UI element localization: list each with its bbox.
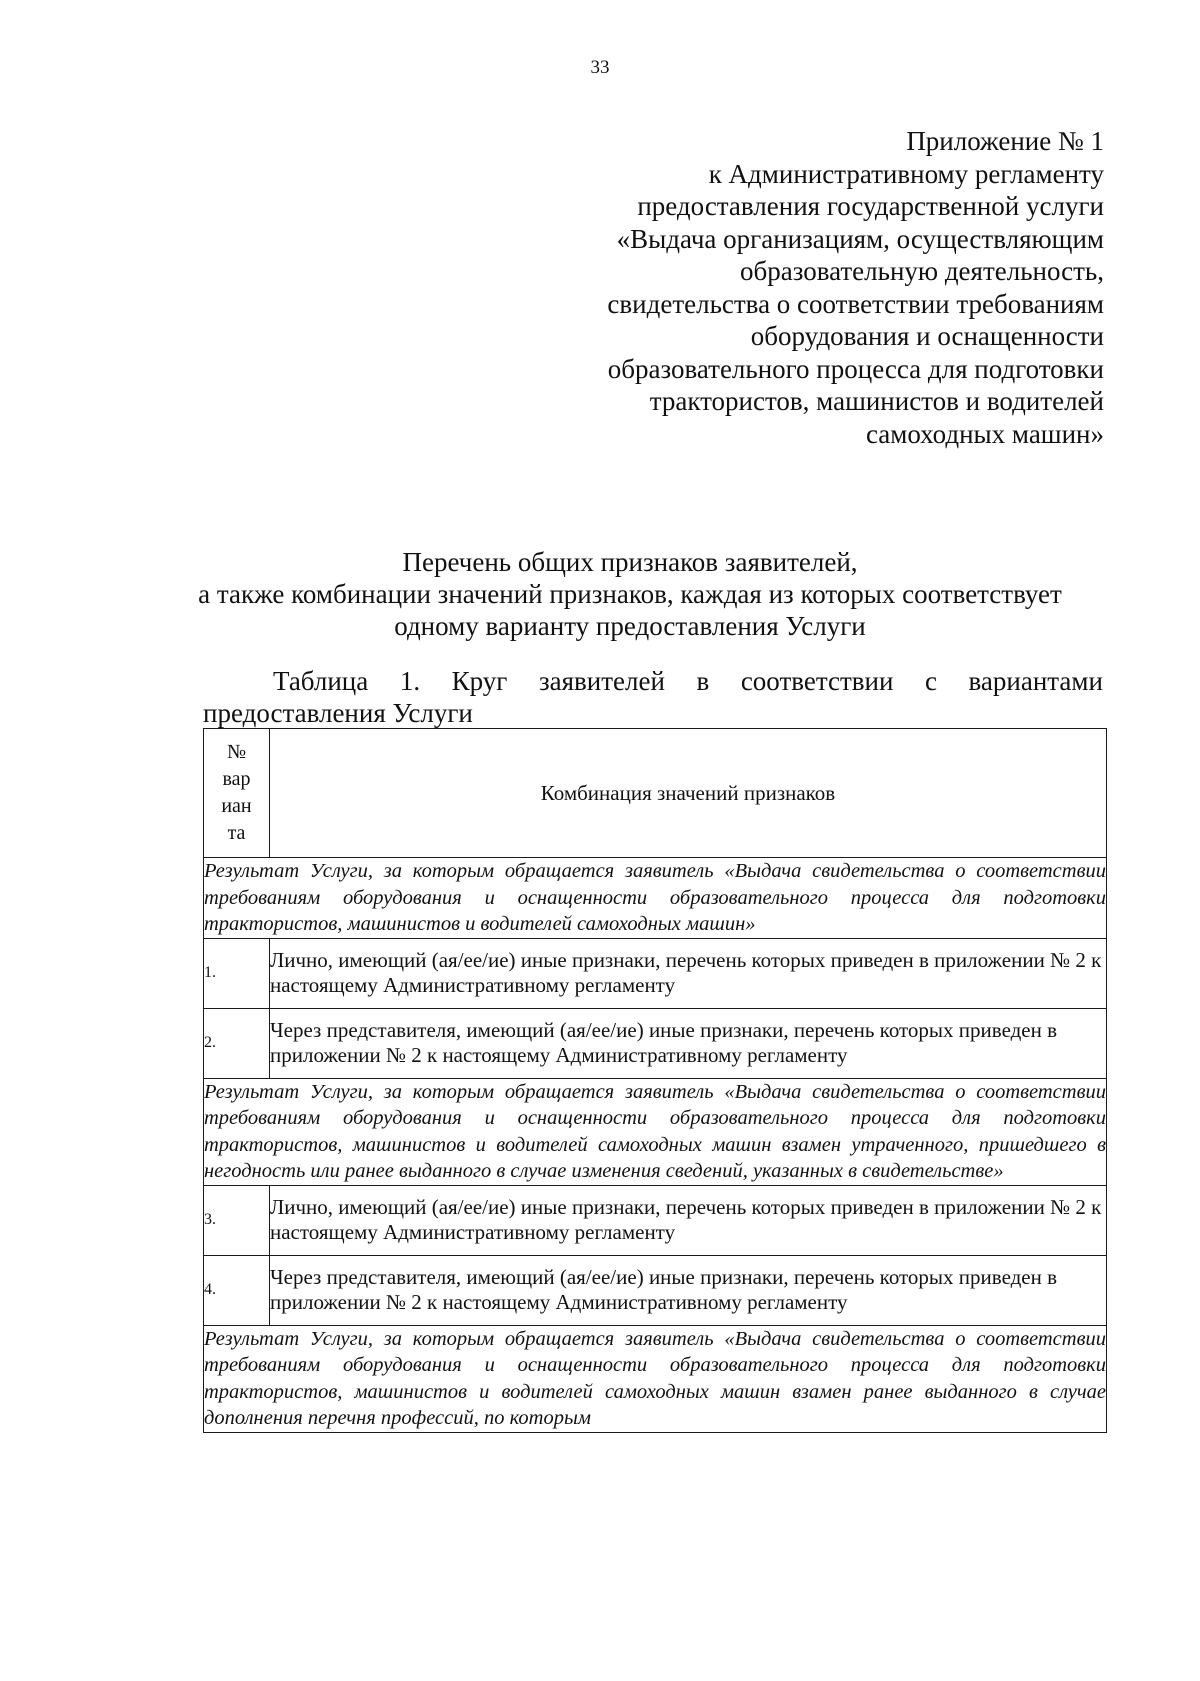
caption-word: в [696,666,710,696]
applicants-table [203,728,1107,1433]
table-row [204,1185,1107,1255]
page-number: 33 [590,57,610,78]
table-caption [203,665,1103,729]
table-row [204,1255,1107,1325]
caption-word: 1. [399,666,421,696]
heading-line: одному варианту предоставления Услуги [394,611,866,641]
section-result-text: Результат Услуги, за которым обращается заявитель «Выдача свидетельства о соответствии требованиям оборудования и оснащенности образовательного процесса для подготовки трактористов, машинистов и водителей самоходных машин» [204,858,1107,939]
header-line: иан [221,795,252,817]
section-result-row [204,1078,1107,1185]
section-result-row [204,858,1107,939]
caption-first-line [203,665,1103,697]
heading-line: а также комбинации значений признаков, каждая из которых соответствует [198,579,1062,609]
variant-number: 4. [204,1255,270,1325]
caption-second-line: предоставления Услуги [203,698,473,728]
section-result-row [204,1325,1107,1432]
appendix-line: трактористов, машинистов и водителей [649,386,1104,416]
caption-word: вариантами [968,666,1103,696]
appendix-block [464,125,1104,450]
appendix-line: образовательную деятельность, [739,256,1104,286]
appendix-line: Приложение № 1 [906,126,1104,156]
appendix-line: самоходных машин» [865,418,1104,449]
appendix-line: к Административному регламенту [708,158,1104,189]
heading-line: Перечень общих признаков заявителей, [402,547,858,577]
appendix-line: предоставления государственной услуги [637,191,1104,221]
caption-word: соответствии [740,666,894,696]
section-result-text: Результат Услуги, за которым обращается заявитель «Выдача свидетельства о соответствии требованиям оборудования и оснащенности образовательного процесса для подготовки трактористов, машинистов и водителей самоходных машин взамен ранее выданного в случае дополнения перечня профессий, по которым [204,1325,1107,1432]
combination-header: Комбинация значений признаков [270,729,1107,858]
document-heading [140,546,1120,642]
variant-number-header [204,729,270,858]
variant-number: 2. [204,1008,270,1078]
appendix-line: свидетельства о соответствии требованиям [607,288,1104,319]
header-line: та [227,822,246,844]
caption-word: Таблица [273,666,369,696]
appendix-line: образовательного процесса для подготовки [607,353,1104,384]
caption-word: Круг [451,666,508,696]
header-line: № [226,741,247,763]
table-header-row [204,729,1107,858]
variant-number: 1. [204,938,270,1008]
header-line: вар [222,768,251,790]
section-result-text: Результат Услуги, за которым обращается заявитель «Выдача свидетельства о соответствии требованиям оборудования и оснащенности образовательного процесса для подготовки трактористов, машинистов и водителей самоходных машин взамен утраченного, пришедшего в негодность или ранее выданного в случае изменения сведений, указанных в свидетельстве» [204,1078,1107,1185]
appendix-line: оборудования и оснащенности [750,321,1104,351]
variant-combination: Через представителя, имеющий (ая/ее/ие) иные признаки, перечень которых приведен в приложении № 2 к настоящему Административному регламенту [270,1008,1107,1078]
variant-number: 3. [204,1185,270,1255]
variant-combination: Лично, имеющий (ая/ее/ие) иные признаки, перечень которых приведен в приложении № 2 к настоящему Административному регламенту [270,1185,1107,1255]
appendix-line: «Выдача организациям, осуществляющим [616,223,1104,254]
table-row [204,1008,1107,1078]
table-row [204,938,1107,1008]
variant-combination: Лично, имеющий (ая/ее/ие) иные признаки, перечень которых приведен в приложении № 2 к настоящему Административному регламенту [270,938,1107,1008]
variant-combination: Через представителя, имеющий (ая/ее/ие) иные признаки, перечень которых приведен в приложении № 2 к настоящему Административному регламенту [270,1255,1107,1325]
caption-word: заявителей [538,666,665,696]
caption-word: с [924,666,937,696]
